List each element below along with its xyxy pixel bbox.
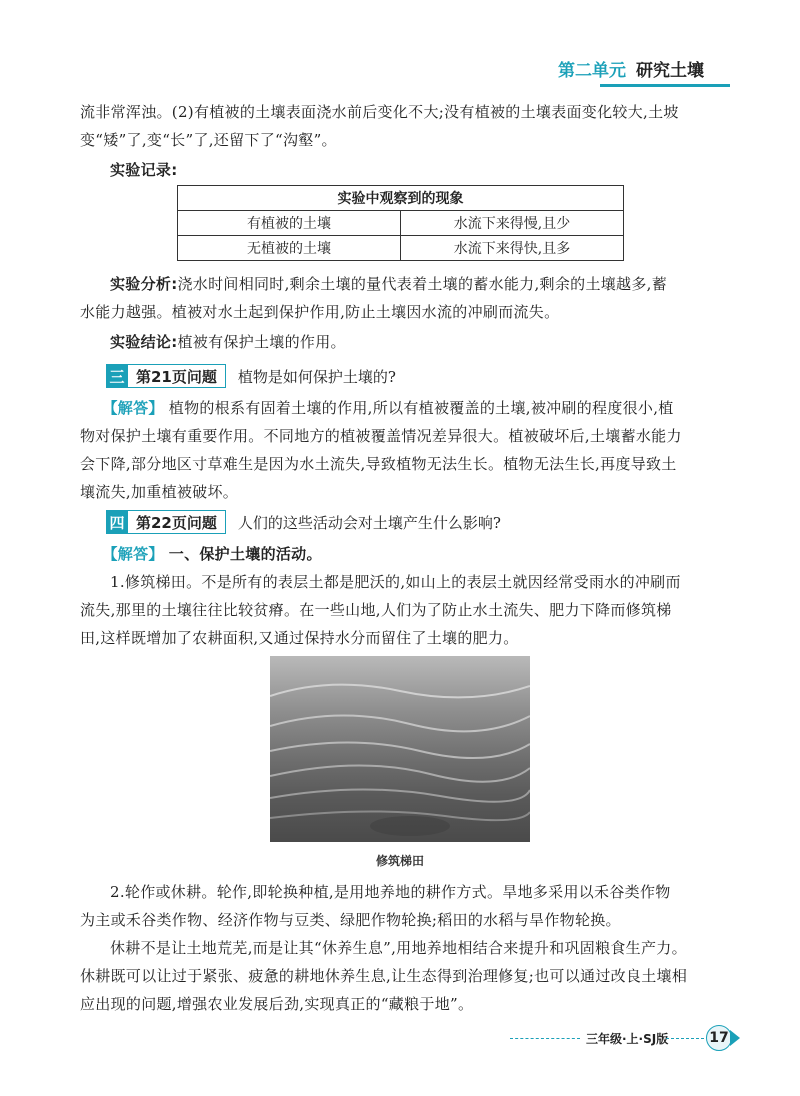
- answer-tag: 【解答】: [102, 399, 164, 417]
- table-cell: 有植被的土壤: [178, 211, 401, 236]
- terrace-illustration: [270, 656, 530, 842]
- answer-line: 2.轮作或休耕。轮作,即轮换种植,是用地养地的耕作方式。旱地多采用以禾谷类作物: [110, 883, 671, 901]
- answer-4: [80, 540, 730, 652]
- running-header: [558, 56, 728, 80]
- analysis-text-1: 浇水时间相同时,剩余土壤的量代表着土壤的蓄水能力,剩余的土壤越多,蓄: [177, 275, 668, 293]
- analysis-paragraph: [80, 270, 730, 326]
- item-2-paragraph: [80, 878, 730, 934]
- answer-line: 壤流失,加重植被破坏。: [80, 483, 239, 501]
- conclusion-paragraph: [80, 328, 730, 356]
- footer-grade: 三年级·上·SJ版: [586, 1032, 669, 1046]
- answer-line: 为主或禾谷类作物、经济作物与豆类、绿肥作物轮换;稻田的水稻与旱作物轮换。: [80, 911, 621, 929]
- record-heading: [80, 156, 730, 184]
- observation-table: [177, 185, 624, 261]
- answer-line: 应出现的问题,增强农业发展后劲,实现真正的“藏粮于地”。: [80, 995, 474, 1013]
- analysis-label: 实验分析:: [110, 275, 178, 293]
- photo-caption: 修筑梯田: [375, 854, 424, 868]
- conclusion-text: 植被有保护土壤的作用。: [177, 333, 346, 351]
- page-footer: [510, 1027, 738, 1051]
- table-row: [178, 211, 624, 236]
- table-row: [178, 236, 624, 261]
- answer-line: 1.修筑梯田。不是所有的表层土都是肥沃的,如山上的表层土就因经常受雨水的冲刷而: [110, 573, 681, 591]
- answer-line: 会下降,部分地区寸草难生是因为水土流失,导致植物无法生长。植物无法生长,再度导致土: [80, 455, 677, 473]
- answer-line: 植物的根系有固着土壤的作用,所以有植被覆盖的土壤,被冲刷的程度很小,植: [168, 399, 674, 417]
- analysis-text-2: 水能力越强。植被对水土起到保护作用,防止土壤因水流的冲刷而流失。: [80, 303, 560, 321]
- question-badge: [106, 510, 226, 534]
- question-page: 第22页问题: [128, 510, 226, 534]
- footer-dashed-line: [666, 1038, 704, 1039]
- question-number: 三: [106, 364, 128, 388]
- question-text: 人们的这些活动会对土壤产生什么影响?: [237, 513, 501, 532]
- question-text: 植物是如何保护土壤的?: [237, 367, 396, 386]
- answer-line: 物对保护土壤有重要作用。不同地方的植被覆盖情况差异很大。植被破坏后,土壤蓄水能力: [80, 427, 682, 445]
- arrow-right-icon: [730, 1030, 740, 1046]
- answer-line: 流失,那里的土壤往往比较贫瘠。在一些山地,人们为了防止水土流失、肥力下降而修筑梯: [80, 601, 672, 619]
- record-label: 实验记录:: [110, 161, 178, 179]
- intro-paragraph: [80, 98, 730, 154]
- conclusion-label: 实验结论:: [110, 333, 178, 351]
- unit-title: 研究土壤: [636, 61, 704, 81]
- item-3-paragraph: [80, 934, 730, 1018]
- question-badge: [106, 364, 226, 388]
- question-number: 四: [106, 510, 128, 534]
- answer-3: [80, 394, 730, 506]
- footer-dashed-line: [510, 1038, 580, 1039]
- intro-line-2: 变“矮”了,变“长”了,还留下了“沟壑”。: [80, 131, 337, 149]
- table-header: 实验中观察到的现象: [178, 186, 624, 211]
- page-number: 17: [706, 1025, 732, 1051]
- unit-label: 第二单元: [558, 61, 626, 81]
- answer-tag: 【解答】: [102, 545, 164, 563]
- table-cell: 水流下来得慢,且少: [401, 211, 624, 236]
- question-3-heading: [106, 364, 396, 388]
- header-rule: [600, 84, 730, 87]
- table-cell: 水流下来得快,且多: [401, 236, 624, 261]
- intro-line-1: 流非常浑浊。(2)有植被的土壤表面浇水前后变化不大;没有植被的土壤表面变化较大,土坡: [80, 103, 679, 121]
- terraced-fields-photo: [270, 656, 530, 842]
- answer-line: 田,这样既增加了农耕面积,又通过保持水分而留住了土壤的肥力。: [80, 629, 519, 647]
- answer-heading: 一、保护土壤的活动。: [168, 545, 322, 563]
- table-cell: 无植被的土壤: [178, 236, 401, 261]
- question-page: 第21页问题: [128, 364, 226, 388]
- answer-line: 休耕不是让土地荒芜,而是让其“休养生息”,用地养地相结合来提升和巩固粮食生产力。: [110, 939, 687, 957]
- answer-line: 休耕既可以让过于紧张、疲惫的耕地休养生息,让生态得到治理修复;也可以通过改良土壤相: [80, 967, 688, 985]
- question-4-heading: [106, 510, 501, 534]
